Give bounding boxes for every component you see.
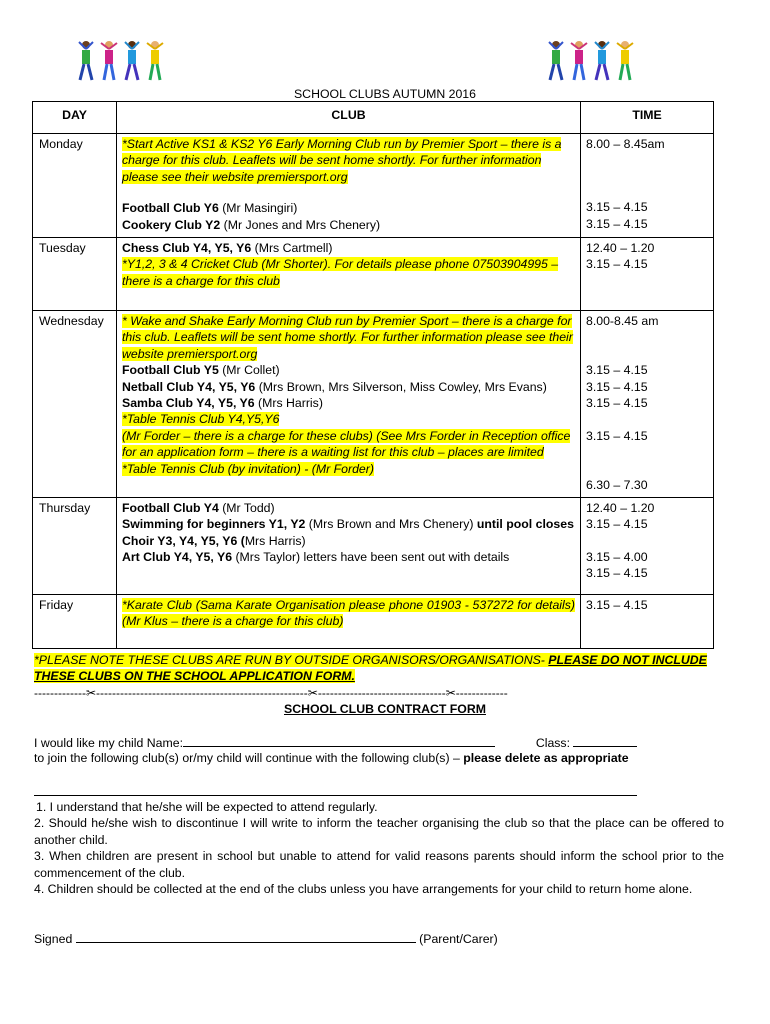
- time-cell: 12.40 – 1.20 3.15 – 4.15: [581, 238, 714, 311]
- table-row-thursday: [33, 498, 714, 595]
- club-table-tennis-title: *Table Tennis Club Y4,Y5,Y6: [122, 412, 280, 427]
- club-football-y6: Football Club Y6 (Mr Masingiri): [122, 201, 298, 216]
- club-cell: [117, 134, 581, 238]
- club-cell: [117, 238, 581, 311]
- table-header-row: [33, 102, 714, 134]
- club-cookery-y2: Cookery Club Y2 (Mr Jones and Mrs Chenery): [122, 217, 381, 232]
- clubs-table: [32, 101, 714, 649]
- time-cell: 3.15 – 4.15: [581, 595, 714, 649]
- join-text: to join the following club(s) or/my child will continue with the following club(s) –: [34, 751, 464, 765]
- header-club: CLUB: [117, 102, 581, 134]
- club-cricket: *Y1,2, 3 & 4 Cricket Club (Mr Shorter). For details please phone 07503904995 – there is a charge for this club: [122, 257, 559, 288]
- club-choir: Choir Y3, Y4, Y5, Y6 (Mrs Harris): [122, 533, 306, 548]
- rule-item: 1. I understand that he/she will be expected to attend regularly.: [36, 800, 378, 814]
- child-figure-icon: [145, 40, 166, 82]
- delete-instruction: please delete as appropriate: [463, 751, 629, 765]
- child-figure-icon: [99, 40, 120, 82]
- join-clubs-line: [34, 750, 629, 766]
- club-football-y4: Football Club Y4 (Mr Todd): [122, 501, 275, 515]
- club-swimming: Swimming for beginners Y1, Y2 (Mrs Brown and Mrs Chenery) until pool closes: [122, 517, 574, 532]
- note-emphasis: PLEASE DO NOT INCLUDE THESE CLUBS ON THE SCHOOL APPLICATION FORM.: [34, 653, 707, 684]
- club-samba: Samba Club Y4, Y5, Y6 (Mrs Harris): [122, 396, 323, 411]
- child-name-line: [34, 734, 637, 751]
- rule-item: 2. Should he/she wish to discontinue I will write to inform the teacher organising the club so that the place can be offered to another child.: [34, 816, 724, 847]
- dancing-children-clipart-left: [76, 40, 166, 82]
- club-cell: [117, 498, 581, 595]
- cut-line-scissors: -------------✂-----------------------------------------------------✂--------------------------------✂-------------: [34, 686, 508, 700]
- club-chess: Chess Club Y4, Y5, Y6 (Mrs Cartmell): [122, 241, 333, 255]
- time-cell: 8.00-8.45 am 3.15 – 4.15 3.15 – 4.15 3.15 – 4.15 3.15 – 4.15 6.30 – 7.30: [581, 311, 714, 498]
- parent-carer-label: (Parent/Carer): [419, 932, 498, 946]
- child-figure-icon: [569, 40, 590, 82]
- club-netball: Netball Club Y4, Y5, Y6 (Mrs Brown, Mrs Silverson, Miss Cowley, Mrs Evans): [122, 379, 547, 394]
- time-cell: 12.40 – 1.20 3.15 – 4.15 3.15 – 4.00 3.15 – 4.15: [581, 498, 714, 595]
- signature-line: [34, 930, 498, 947]
- club-wake-shake: * Wake and Shake Early Morning Club run by Premier Sport – there is a charge for this club. Leaflets will be sent home shortly. For further information please see their website premiersport.org: [122, 314, 573, 361]
- table-row-tuesday: [33, 238, 714, 311]
- club-table-tennis-invite: *Table Tennis Club (by invitation) - (Mr Forder): [122, 461, 374, 476]
- club-football-y5: Football Club Y5 (Mr Collet): [122, 363, 280, 378]
- signature-field[interactable]: [76, 930, 416, 943]
- child-figure-icon: [546, 40, 567, 82]
- day-cell: Tuesday: [33, 238, 117, 311]
- club-start-active: *Start Active KS1 & KS2 Y6 Early Morning Club run by Premier Sport – there is a charge for this club. Leaflets will be sent home shortly. For further information please see their website premiersport.org: [122, 137, 562, 184]
- header-time: TIME: [581, 102, 714, 134]
- note-plain: *PLEASE NOTE THESE CLUBS ARE RUN BY OUTSIDE ORGANISORS/ORGANISATIONS-: [34, 653, 549, 667]
- club-cell: [117, 311, 581, 498]
- club-cell: [117, 595, 581, 649]
- child-name-label: I would like my child Name:: [34, 736, 183, 750]
- day-cell: Thursday: [33, 498, 117, 595]
- class-label: Class:: [535, 736, 570, 750]
- child-figure-icon: [122, 40, 143, 82]
- child-figure-icon: [592, 40, 613, 82]
- rule-item: 4. Children should be collected at the end of the clubs unless you have arrangements for your child to return home alone.: [34, 882, 693, 897]
- organisers-note: [34, 652, 714, 685]
- contract-title: SCHOOL CLUB CONTRACT FORM: [284, 702, 486, 716]
- day-cell: Monday: [33, 134, 117, 238]
- header-day: DAY: [33, 102, 117, 134]
- club-art: Art Club Y4, Y5, Y6 (Mrs Taylor) letters have been sent out with details: [122, 550, 510, 565]
- table-row-monday: [33, 134, 714, 238]
- child-figure-icon: [76, 40, 97, 82]
- class-field[interactable]: [573, 734, 637, 747]
- page-title: SCHOOL CLUBS AUTUMN 2016: [293, 87, 476, 101]
- club-table-tennis-details: (Mr Forder – there is a charge for these clubs) (See Mrs Forder in Reception office for an application form – there is a waiting list for this club – places are limited: [122, 428, 571, 460]
- dancing-children-clipart-right: [546, 40, 636, 82]
- clubs-entry-field[interactable]: [34, 795, 637, 796]
- time-cell: 8.00 – 8.45am 3.15 – 4.15 3.15 – 4.15: [581, 134, 714, 238]
- day-cell: Friday: [33, 595, 117, 649]
- day-cell: Wednesday: [33, 311, 117, 498]
- table-row-wednesday: [33, 311, 714, 498]
- child-figure-icon: [615, 40, 636, 82]
- table-row-friday: [33, 595, 714, 649]
- rule-item: 3. When children are present in school but unable to attend for valid reasons parents should inform the school prior to the commencement of the club.: [34, 849, 724, 880]
- child-name-field[interactable]: [183, 734, 495, 747]
- contract-rules: [34, 799, 724, 897]
- signed-label: Signed: [34, 932, 73, 946]
- club-karate: *Karate Club (Sama Karate Organisation please phone 01903 - 537272 for details) (Mr Klus – there is a charge for this club): [122, 598, 575, 629]
